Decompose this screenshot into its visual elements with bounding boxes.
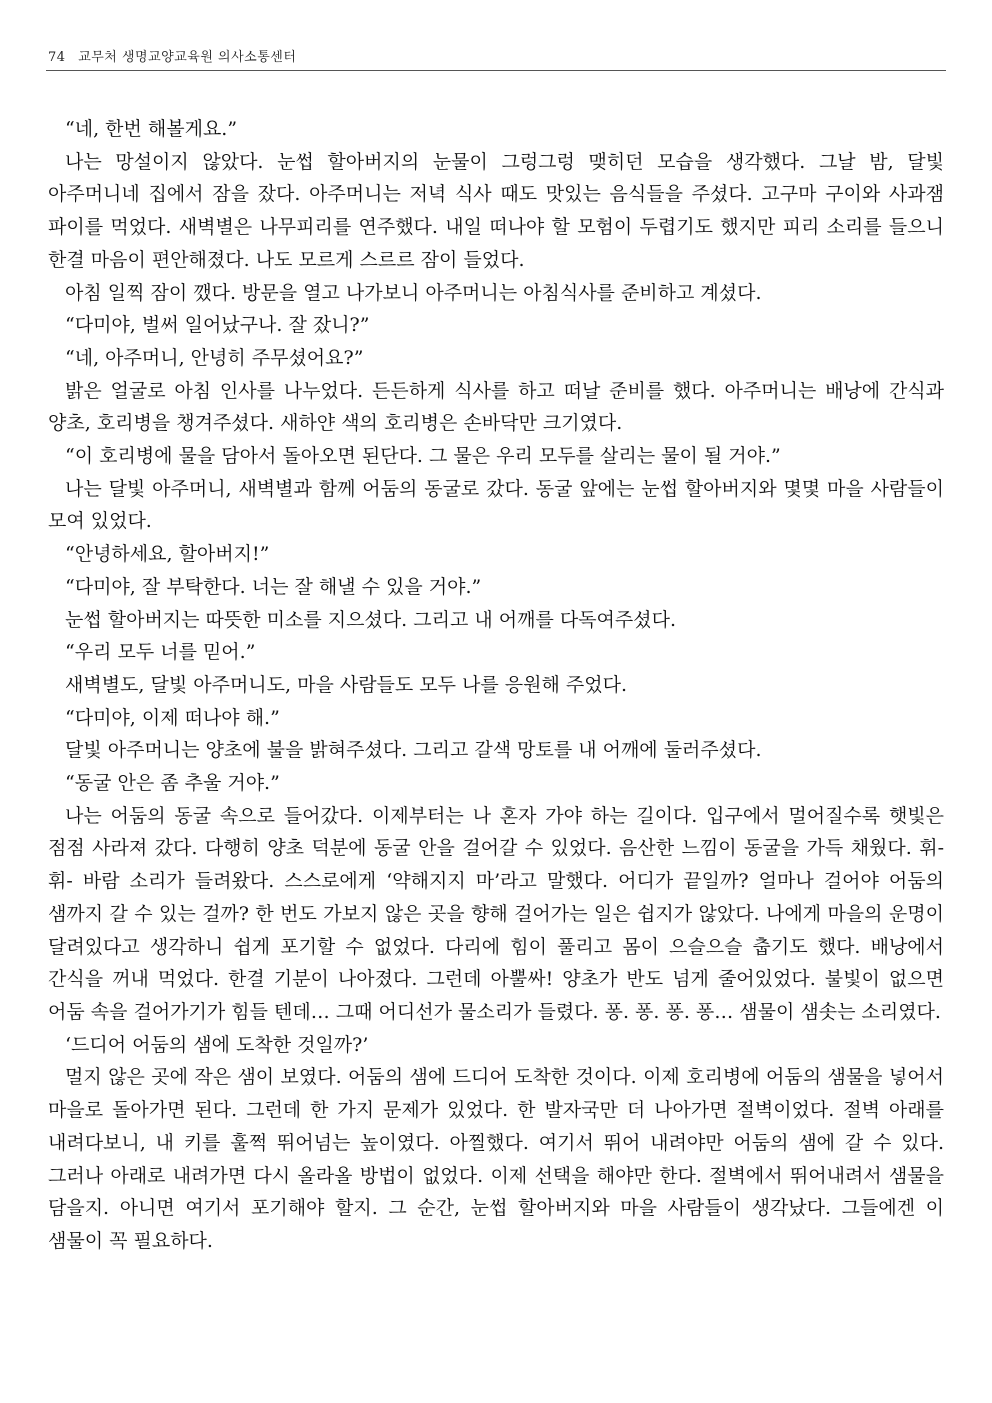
paragraph-11: 눈썹 할아버지는 따뜻한 미소를 지으셨다. 그리고 내 어깨를 다독여주셨다.: [65, 608, 677, 631]
paragraph-3: 아침 일찍 잠이 깼다. 방문을 열고 나가보니 아주머니는 아침식사를 준비하고 계셨다.: [65, 281, 762, 304]
paragraph-12: “우리 모두 너를 믿어.”: [65, 641, 256, 664]
paragraph-4: “다미야, 벌써 일어났구나. 잘 잤니?”: [65, 314, 370, 337]
paragraph-15: 달빛 아주머니는 양초에 불을 밝혀주셨다. 그리고 갈색 망토를 내 어깨에 둘러주셨다.: [65, 739, 762, 762]
running-header: [48, 46, 296, 65]
paragraph-6: 밝은 얼굴로 아침 인사를 나누었다. 든든하게 식사를 하고 떠날 준비를 했다. 아주머니는 배낭에 간식과 양초, 호리병을 챙겨주셨다. 새하얀 색의 호리병은 손바닥만 크기였다.: [48, 379, 944, 435]
paragraph-13: 새벽별도, 달빛 아주머니도, 마을 사람들도 모두 나를 응원해 주었다.: [65, 673, 627, 696]
paragraph-18: ‘드디어 어둠의 샘에 도착한 것일까?’: [65, 1033, 369, 1056]
paragraph-8: 나는 달빛 아주머니, 새벽별과 함께 어둠의 동굴로 갔다. 동굴 앞에는 눈썹 할아버지와 몇몇 마을 사람들이 모여 있었다.: [48, 477, 944, 533]
paragraph-10: “다미야, 잘 부탁한다. 너는 잘 해낼 수 있을 거야.”: [65, 575, 482, 598]
story-body: [48, 113, 944, 1258]
paragraph-19: 멀지 않은 곳에 작은 샘이 보였다. 어둠의 샘에 드디어 도착한 것이다. 이제 호리병에 어둠의 샘물을 넣어서 마을로 돌아가면 된다. 그런데 한 가지 문제가 있었다. 한 발자국만 더 나아가면 절벽이었다. 절벽 아래를 내려다보니, 내 키를 훌쩍 뛰어넘는 높이였다. 아찔했다. 여기서 뛰어 내려야만 어둠의 샘에 갈 수 있다. 그러나 아래로 내려가면 다시 올라올 방법이 없었다. 이제 선택을 해야만 한다. 절벽에서 뛰어내려서 샘물을 담을지. 아니면 여기서 포기해야 할지. 그 순간, 눈썹 할아버지와 마을 사람들이 생각났다. 그들에겐 이 샘물이 꼭 필요하다.: [48, 1066, 944, 1252]
paragraph-1: “네, 한번 해볼게요.”: [65, 118, 238, 140]
paragraph-5: “네, 아주머니, 안녕히 주무셨어요?”: [65, 346, 364, 369]
paragraph-2: 나는 망설이지 않았다. 눈썹 할아버지의 눈물이 그렁그렁 맺히던 모습을 생각했다. 그날 밤, 달빛 아주머니네 집에서 잠을 잤다. 아주머니는 저녁 식사 때도 맛있는 음식들을 주셨다. 고구마 구이와 사과잼 파이를 먹었다. 새벽별은 나무피리를 연주했다. 내일 떠나야 할 모험이 두렵기도 했지만 피리 소리를 들으니 한결 마음이 편안해졌다. 나도 모르게 스르르 잠이 들었다.: [48, 150, 944, 271]
paragraph-14: “다미야, 이제 떠나야 해.”: [65, 706, 280, 729]
paragraph-9: “안녕하세요, 할아버지!”: [65, 543, 270, 566]
page-number: 74: [48, 50, 66, 65]
header-title: 교무처 생명교양교육원 의사소통센터: [78, 50, 297, 65]
paragraph-16: “동굴 안은 좀 추울 거야.”: [65, 772, 280, 795]
paragraph-17: 나는 어둠의 동굴 속으로 들어갔다. 이제부터는 나 혼자 가야 하는 길이다. 입구에서 멀어질수록 햇빛은 점점 사라져 갔다. 다행히 양초 덕분에 동굴 안을 걸어갈 수 있었다. 음산한 느낌이 동굴을 가득 채웠다. 휘- 휘- 바람 소리가 들려왔다. 스스로에게 ‘약해지지 마’라고 말했다. 어디가 끝일까? 얼마나 걸어야 어둠의 샘까지 갈 수 있는 걸까? 한 번도 가보지 않은 곳을 향해 걸어가는 일은 쉽지가 않았다. 나에게 마을의 운명이 달려있다고 생각하니 쉽게 포기할 수 없었다. 다리에 힘이 풀리고 몸이 으슬으슬 춥기도 했다. 배낭에서 간식을 꺼내 먹었다. 한결 기분이 나아졌다. 그런데 아뿔싸! 양초가 반도 넘게 줄어있었다. 불빛이 없으면 어둠 속을 걸어가기가 힘들 텐데… 그때 어디선가 물소리가 들렸다. 퐁. 퐁. 퐁. 퐁… 샘물이 샘솟는 소리였다.: [48, 804, 944, 1023]
paragraph-7: “이 호리병에 물을 담아서 돌아오면 된단다. 그 물은 우리 모두를 살리는 물이 될 거야.”: [65, 445, 781, 468]
header-divider: [46, 70, 946, 71]
